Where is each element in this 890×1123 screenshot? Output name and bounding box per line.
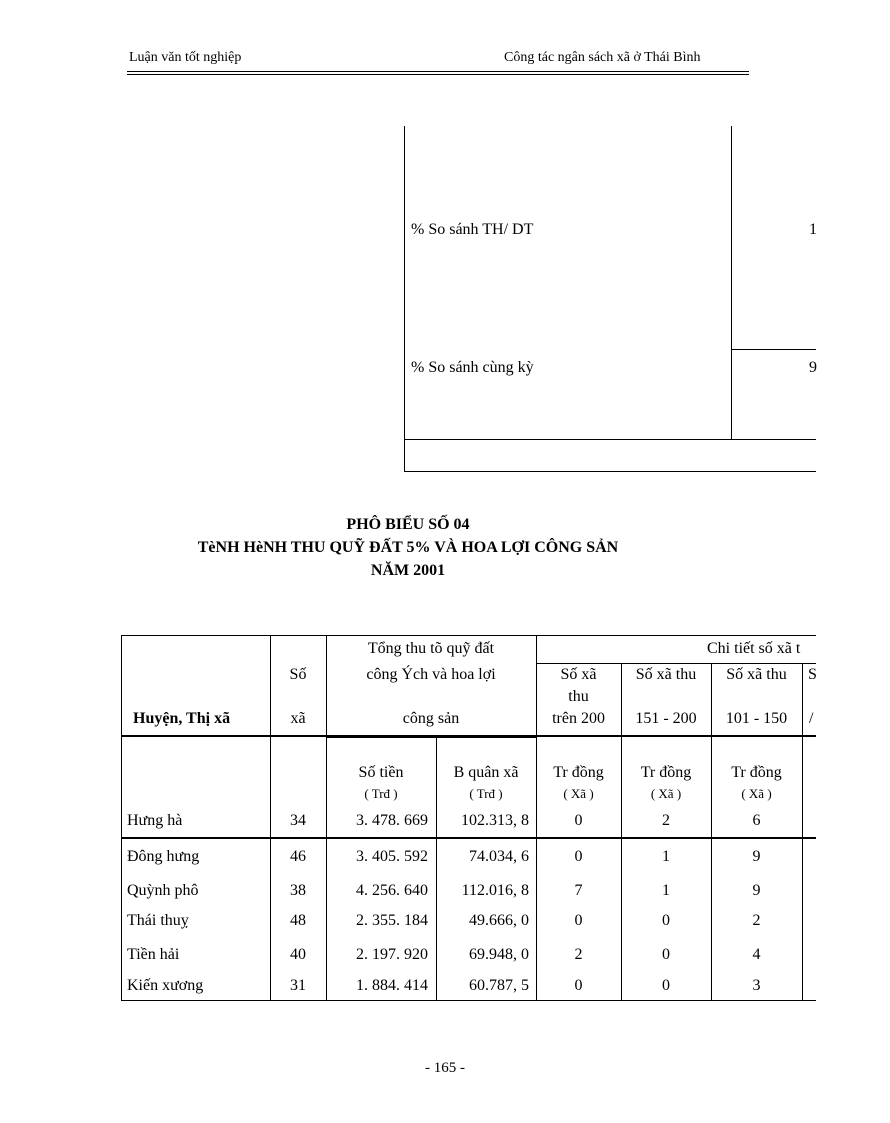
appendix-title: PHÔ BIỂU SỐ 04 (346, 516, 470, 533)
row-g2: 2 (662, 812, 670, 829)
col-g3-header: Số xã thu (726, 666, 787, 683)
col-g4-header-2: / (809, 710, 814, 727)
unit-g1-xa: ( Xã ) (563, 786, 594, 801)
row-name: Tiền hải (127, 946, 180, 963)
row-g3: 6 (752, 812, 761, 829)
col-count-header: Số (289, 666, 307, 683)
row-g2: 0 (662, 912, 670, 929)
row-average: 74.034, 6 (469, 848, 529, 865)
row-g3: 4 (752, 946, 761, 963)
col-g2-header-2: 151 - 200 (635, 710, 697, 727)
page-number: - 165 - (425, 1060, 465, 1076)
col-total-header: Tổng thu tõ quỹ đất (367, 640, 495, 657)
row-money: 2. 355. 184 (356, 912, 428, 929)
col-g1-header-2: thu (568, 688, 589, 705)
appendix-subtitle: TèNH HèNH THU QUỸ ĐẤT 5% VÀ HOA LỢI CÔNG SẢN (197, 539, 619, 556)
upper-row1-label: % So sánh TH/ DT (411, 221, 534, 238)
row-count: 46 (290, 848, 306, 865)
row-g3: 2 (752, 912, 761, 929)
row-name: Đông hưng (127, 848, 200, 865)
row-name: Quỳnh phô (127, 882, 199, 899)
col-g3-header-2: 101 - 150 (725, 710, 788, 727)
col-g1-header-3: trên 200 (552, 710, 605, 727)
header-left: Luận văn tốt nghiệp (129, 50, 242, 65)
row-money: 3. 478. 669 (356, 812, 428, 829)
header-rule (127, 71, 749, 72)
unit-g3-xa: ( Xã ) (741, 786, 772, 801)
col-detail-header: Chi tiết số xã t (707, 640, 801, 657)
row-g3: 3 (752, 977, 761, 994)
sub-money-header: Số tiền (358, 764, 404, 781)
sub-avg-unit: ( Trđ ) (469, 786, 503, 801)
row-money: 1. 884. 414 (356, 977, 428, 994)
row-g1: 7 (574, 882, 583, 899)
row-g1: 0 (574, 812, 583, 829)
col-total-header-3: công sản (402, 710, 460, 727)
row-g3: 9 (752, 848, 761, 865)
row-g3: 9 (752, 882, 761, 899)
sub-money-unit: ( Trđ ) (364, 786, 398, 801)
col-g2-header: Số xã thu (635, 666, 697, 683)
header-rule-double (127, 74, 749, 75)
row-g1: 2 (574, 946, 583, 963)
row-money: 2. 197. 920 (356, 946, 428, 963)
row-name: Thái thuỵ (127, 912, 189, 929)
unit-g2-xa: ( Xã ) (650, 786, 682, 801)
row-g1: 0 (574, 848, 583, 865)
col-district-header: Huyện, Thị xã (133, 710, 231, 727)
col-g1-header: Số xã (560, 666, 597, 683)
row-average: 60.787, 5 (469, 977, 529, 994)
row-g2: 1 (662, 848, 670, 865)
unit-g2: Tr đồng (640, 764, 692, 781)
row-count: 34 (290, 812, 306, 829)
row-money: 4. 256. 640 (356, 882, 428, 899)
row-money: 3. 405. 592 (356, 848, 428, 865)
row-count: 31 (290, 977, 306, 994)
header-right: Công tác ngân sách xã ở Thái Bình (504, 50, 701, 65)
row-g2: 0 (662, 946, 670, 963)
row-name: Hưng hà (127, 812, 183, 829)
col-count-header-2: xã (290, 710, 306, 727)
row-count: 48 (290, 912, 306, 929)
row-g2: 1 (662, 882, 670, 899)
appendix-year: NĂM 2001 (370, 562, 446, 579)
row-g1: 0 (574, 977, 583, 994)
row-average: 69.948, 0 (469, 946, 529, 963)
sub-avg-header: B quân xã (453, 764, 519, 781)
row-count: 38 (290, 882, 306, 899)
row-g2: 0 (662, 977, 670, 994)
row-g1: 0 (574, 912, 583, 929)
row-average: 112.016, 8 (461, 882, 529, 899)
row-average: 49.666, 0 (469, 912, 529, 929)
upper-row1-value: 1 (809, 221, 817, 238)
col-total-header-2: công Ých và hoa lợi (366, 666, 496, 683)
row-count: 40 (290, 946, 306, 963)
row-name: Kiến xương (127, 977, 204, 994)
row-average: 102.313, 8 (461, 812, 529, 829)
unit-g3: Tr đồng (731, 764, 782, 781)
upper-row2-value: 9 (809, 359, 817, 376)
col-g4-header: S (808, 666, 817, 683)
unit-g1: Tr đồng (553, 764, 604, 781)
upper-row2-label: % So sánh cùng kỳ (411, 359, 534, 376)
